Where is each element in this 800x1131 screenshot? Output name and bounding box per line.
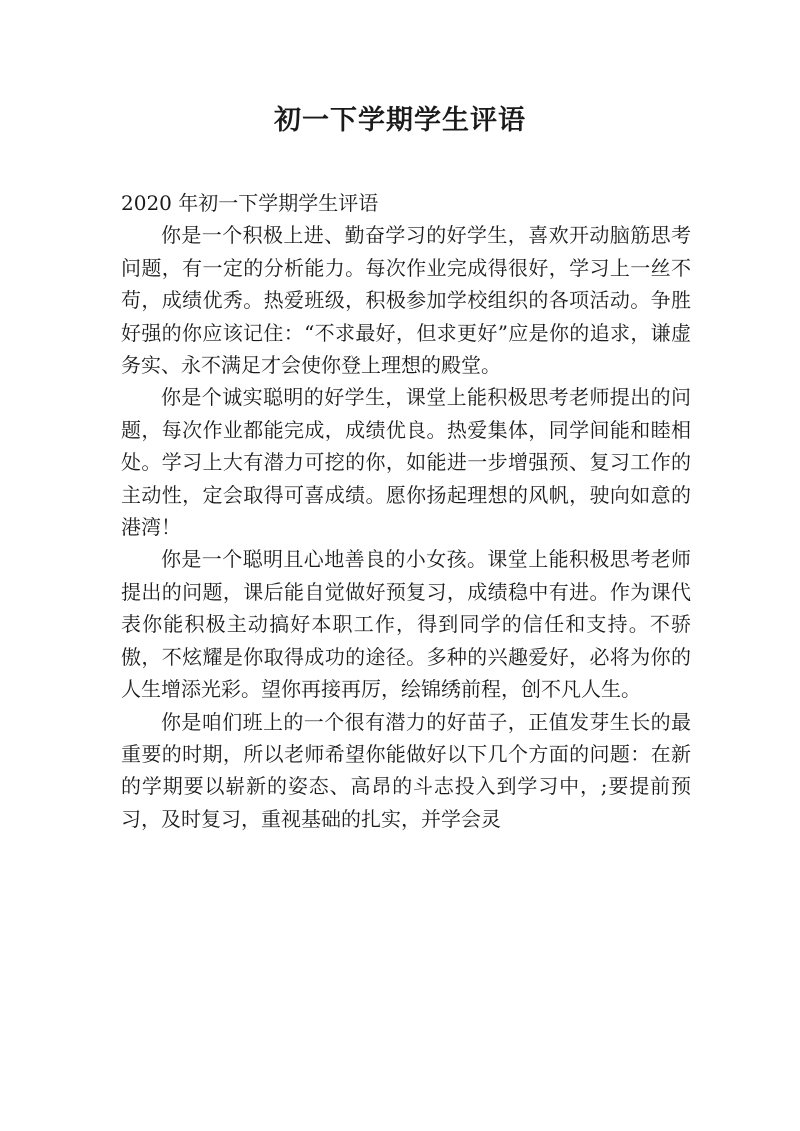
document-body [121,187,691,835]
paragraph-1: 你是一个积极上进、勤奋学习的好学生，喜欢开动脑筋思考问题，有一定的分析能力。每次作业完成得很好，学习上一丝不苟，成绩优秀。热爱班级，积极参加学校组织的各项活动。争胜好强的你应该记住：“不求最好，但求更好”应是你的追求，谦虚务实、永不满足才会使你登上理想的殿堂。 [121,223,691,378]
paragraph-4: 你是咱们班上的一个很有潜力的好苗子，正值发芽生长的最重要的时期，所以老师希望你能做好以下几个方面的问题：在新的学期要以崭新的姿态、高昂的斗志投入到学习中，;要提前预习，及时复习，重视基础的扎实，并学会灵 [121,709,691,831]
paragraph-3: 你是一个聪明且心地善良的小女孩。课堂上能积极思考老师提出的问题，课后能自觉做好预复习，成绩稳中有进。作为课代表你能积极主动搞好本职工作，得到同学的信任和支持。不骄傲，不炫耀是你取得成功的途径。多种的兴趣爱好，必将为你的人生增添光彩。望你再接再厉，绘锦绣前程，创不凡人生。 [121,547,691,702]
document-subtitle: 2020 年初一下学期学生评语 [121,191,379,215]
paragraph-2: 你是个诚实聪明的好学生，课堂上能积极思考老师提出的问题，每次作业都能完成，成绩优良。热爱集体，同学间能和睦相处。学习上大有潜力可挖的你，如能进一步增强预、复习工作的主动性，定会取得可喜成绩。愿你扬起理想的风帆，驶向如意的港湾！ [121,385,691,540]
document-title: 初一下学期学生评语 [274,105,526,136]
